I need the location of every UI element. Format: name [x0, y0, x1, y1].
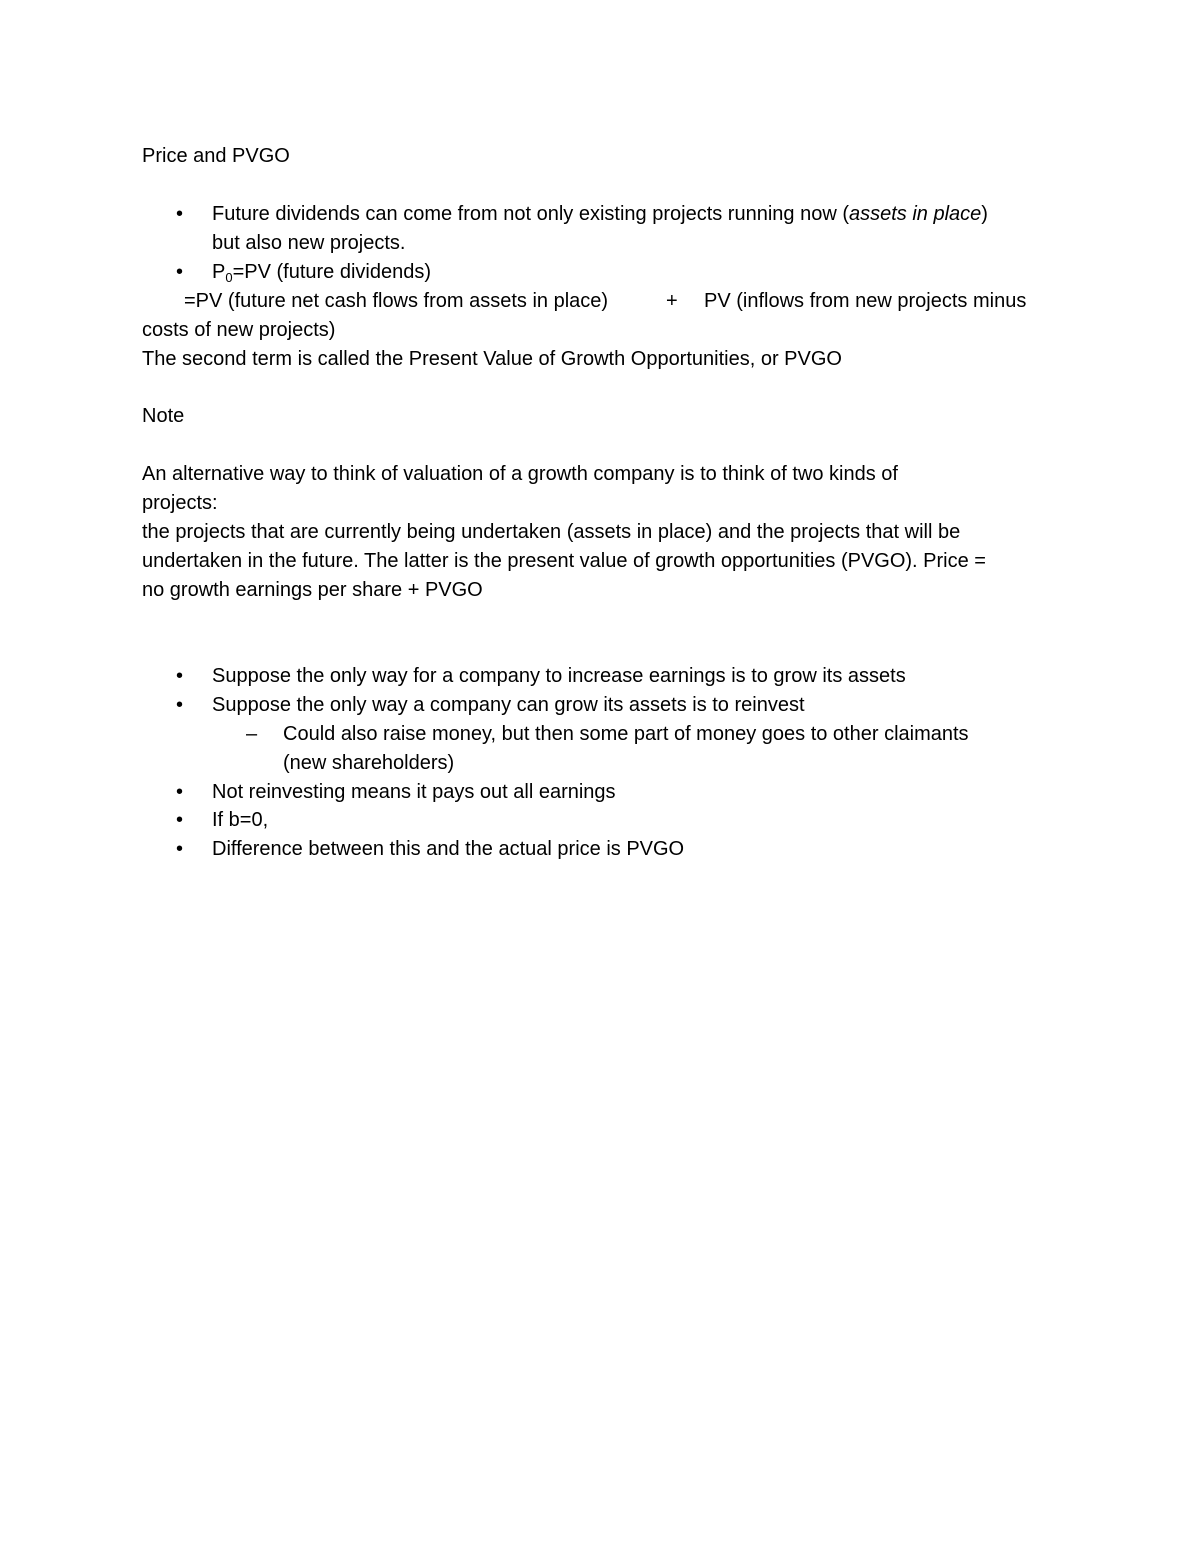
bullet-symbol: •: [176, 203, 184, 225]
bullet-symbol: •: [176, 261, 184, 283]
sub-list-item: Could also raise money, but then some part of money goes to other claimants: [283, 723, 969, 745]
list-item: Not reinvesting means it pays out all earnings: [212, 781, 616, 803]
note-paragraph-line: An alternative way to think of valuation of a growth company is to think of two kinds of: [142, 463, 898, 485]
equation-cont: costs of new projects): [142, 319, 336, 341]
bullet-symbol: •: [176, 838, 184, 860]
dash-symbol: –: [246, 723, 258, 745]
subscript: 0: [225, 270, 233, 285]
list-item: Suppose the only way for a company to increase earnings is to grow its assets: [212, 665, 906, 687]
list-item: Suppose the only way a company can grow its assets is to reinvest: [212, 694, 805, 716]
note-paragraph-line: the projects that are currently being undertaken (assets in place) and the projects that will be: [142, 521, 961, 543]
note-heading: Note: [142, 405, 185, 427]
text-segment: Future dividends can come from not only existing projects running now (: [212, 203, 849, 225]
bullet-future-dividends: [212, 200, 988, 229]
list-item: Difference between this and the actual price is PVGO: [212, 838, 685, 860]
text-segment: ): [981, 203, 988, 225]
bullet-symbol: •: [176, 694, 184, 716]
note-paragraph-line: no growth earnings per share + PVGO: [142, 579, 483, 601]
page-title: Price and PVGO: [142, 145, 290, 167]
note-paragraph-line: undertaken in the future. The latter is the present value of growth opportunities (PVGO). Price =: [142, 550, 986, 572]
sub-list-item-cont: (new shareholders): [283, 752, 455, 774]
equation-plus: +: [666, 290, 678, 312]
text-segment: =PV (future dividends): [232, 261, 432, 283]
price-symbol: P: [212, 261, 226, 283]
bullet-symbol: •: [176, 665, 184, 687]
note-paragraph-line: projects:: [142, 492, 218, 514]
bullet-symbol: •: [176, 781, 184, 803]
italic-term: assets in place: [848, 203, 982, 225]
equation-left: =PV (future net cash flows from assets in place): [184, 290, 609, 312]
list-item: If b=0,: [212, 809, 269, 831]
equation-right: PV (inflows from new projects minus: [704, 290, 1027, 312]
bullet-symbol: •: [176, 809, 184, 831]
second-term-text: The second term is called the Present Value of Growth Opportunities, or PVGO: [142, 348, 842, 370]
bullet-future-dividends-cont: but also new projects.: [212, 232, 406, 254]
